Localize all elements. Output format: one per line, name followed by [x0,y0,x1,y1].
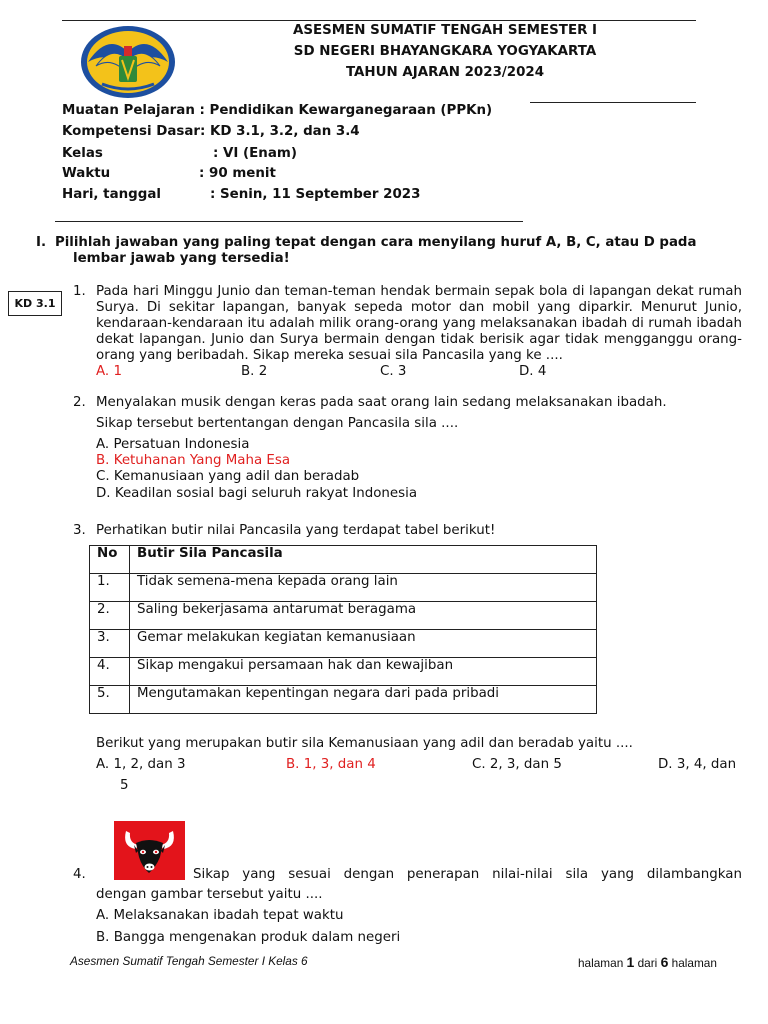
q4-option-a: A. Melaksanakan ibadah tepat waktu [96,908,344,923]
footer-page-mid: dari [637,956,658,970]
kd-badge [8,291,62,316]
table-row [90,574,597,602]
q2-option-a: A. Persatuan Indonesia [96,437,250,452]
header-rule-bottom [530,102,696,103]
footer-page-prefix: halaman [578,956,624,970]
title-line-3: TAHUN AJARAN 2023/2024 [345,65,545,80]
table-cell-no: 3. [90,630,130,658]
q2-option-d: D. Keadilan sosial bagi seluruh rakyat Indonesia [96,486,418,501]
meta-kd: Kompetensi Dasar: KD 3.1, 3.2, dan 3.4 [62,124,360,139]
q2-text-2: Sikap tersebut bertentangan dengan Pancasila sila .... [96,416,459,431]
footer-page-suffix: halaman [671,956,717,970]
section-instruction-1: Pilihlah jawaban yang paling tepat dengan cara menyilang huruf A, B, C, atau D pada [55,235,697,250]
table-header-row [90,546,597,574]
table-cell-no: 2. [90,602,130,630]
footer-page [578,954,717,970]
q4-text-2: dengan gambar tersebut yaitu .... [96,887,323,902]
q1-option-b: B. 2 [241,364,268,379]
q1-option-c: C. 3 [380,364,407,379]
footer-left: Asesmen Sumatif Tengah Semester I Kelas 6 [70,954,308,968]
q2-number: 2. [73,395,86,410]
q3-option-d-wrap: 5 [120,778,129,793]
meta-date-value: : Senin, 11 September 2023 [210,187,421,202]
meta-time-value: : 90 menit [199,166,276,181]
q4-text-1: Sikap yang sesuai dengan penerapan nilai-nilai sila yang dilambangkan [193,867,742,882]
q1-text: Pada hari Minggu Junio dan teman-teman hendak bermain sepak bola di lapangan dekat rumah Surya. Di sekitar lapangan, banyak sepeda motor dan mobil yang diparkir. Menurut Junio, kendaraan-kendaraan itu adalah milik orang-orang yang melaksanakan ibadah di rumah ibadah dekat lapangan. Junio dan Surya bermain dengan tidak berisik agar tidak mengganggu orang-orang yang beribadah. Sikap mereka sesuai sila Pancasila yang ke .... [96,284,742,363]
meta-rule [55,221,523,222]
table-cell-no: 1. [90,574,130,602]
q1-option-a: A. 1 [96,364,122,379]
table-row [90,686,597,714]
table-cell-butir: Saling bekerjasama antarumat beragama [130,602,597,630]
q4-number: 4. [73,867,86,882]
meta-time-label: Waktu [62,166,111,181]
q1-option-d: D. 4 [519,364,547,379]
q3-number: 3. [73,523,86,538]
footer-page-total: 6 [660,954,669,970]
footer-page-current: 1 [626,954,635,970]
q2-option-c: C. Kemanusiaan yang adil dan beradab [96,469,360,484]
table-row [90,630,597,658]
q4-option-b: B. Bangga mengenakan produk dalam negeri [96,930,401,945]
table-cell-butir: Sikap mengakui persamaan hak dan kewajiban [130,658,597,686]
table-cell-butir: Gemar melakukan kegiatan kemanusiaan [130,630,597,658]
sila-table [89,545,597,714]
meta-subject: Muatan Pelajaran : Pendidikan Kewarganegaraan (PPKn) [62,103,493,118]
table-cell-butir: Tidak semena-mena kepada orang lain [130,574,597,602]
q1-number: 1. [73,284,86,299]
q3-text: Perhatikan butir nilai Pancasila yang terdapat tabel berikut! [96,523,496,538]
bull-head-icon [114,821,185,880]
title-line-2: SD NEGERI BHAYANGKARA YOGYAKARTA [293,44,597,59]
table-row [90,658,597,686]
title-line-1: ASESMEN SUMATIF TENGAH SEMESTER I [292,23,598,38]
table-cell-no: 4. [90,658,130,686]
q3-option-b: B. 1, 3, dan 4 [286,757,376,772]
table-header-butir: Butir Sila Pancasila [130,546,597,574]
meta-date-label: Hari, tanggal [62,187,161,202]
section-numeral: I. [36,235,47,250]
q2-option-b: B. Ketuhanan Yang Maha Esa [96,453,291,468]
q2-text-1: Menyalakan musik dengan keras pada saat orang lain sedang melaksanakan ibadah. [96,395,667,410]
school-emblem-icon [78,22,178,100]
meta-class-label: Kelas [62,146,103,161]
q3-question: Berikut yang merupakan butir sila Kemanusiaan yang adil dan beradab yaitu .... [96,736,633,751]
table-header-no: No [90,546,130,574]
q3-option-c: C. 2, 3, dan 5 [472,757,562,772]
table-cell-butir: Mengutamakan kepentingan negara dari pada pribadi [130,686,597,714]
q3-option-a: A. 1, 2, dan 3 [96,757,186,772]
q3-option-d: D. 3, 4, dan [658,757,737,772]
header-rule-top [62,20,696,21]
section-instruction-2: lembar jawab yang tersedia! [73,251,290,266]
meta-class-value: : VI (Enam) [213,146,297,161]
table-cell-no: 5. [90,686,130,714]
table-row [90,602,597,630]
kd-badge-label: KD 3.1 [14,297,56,310]
